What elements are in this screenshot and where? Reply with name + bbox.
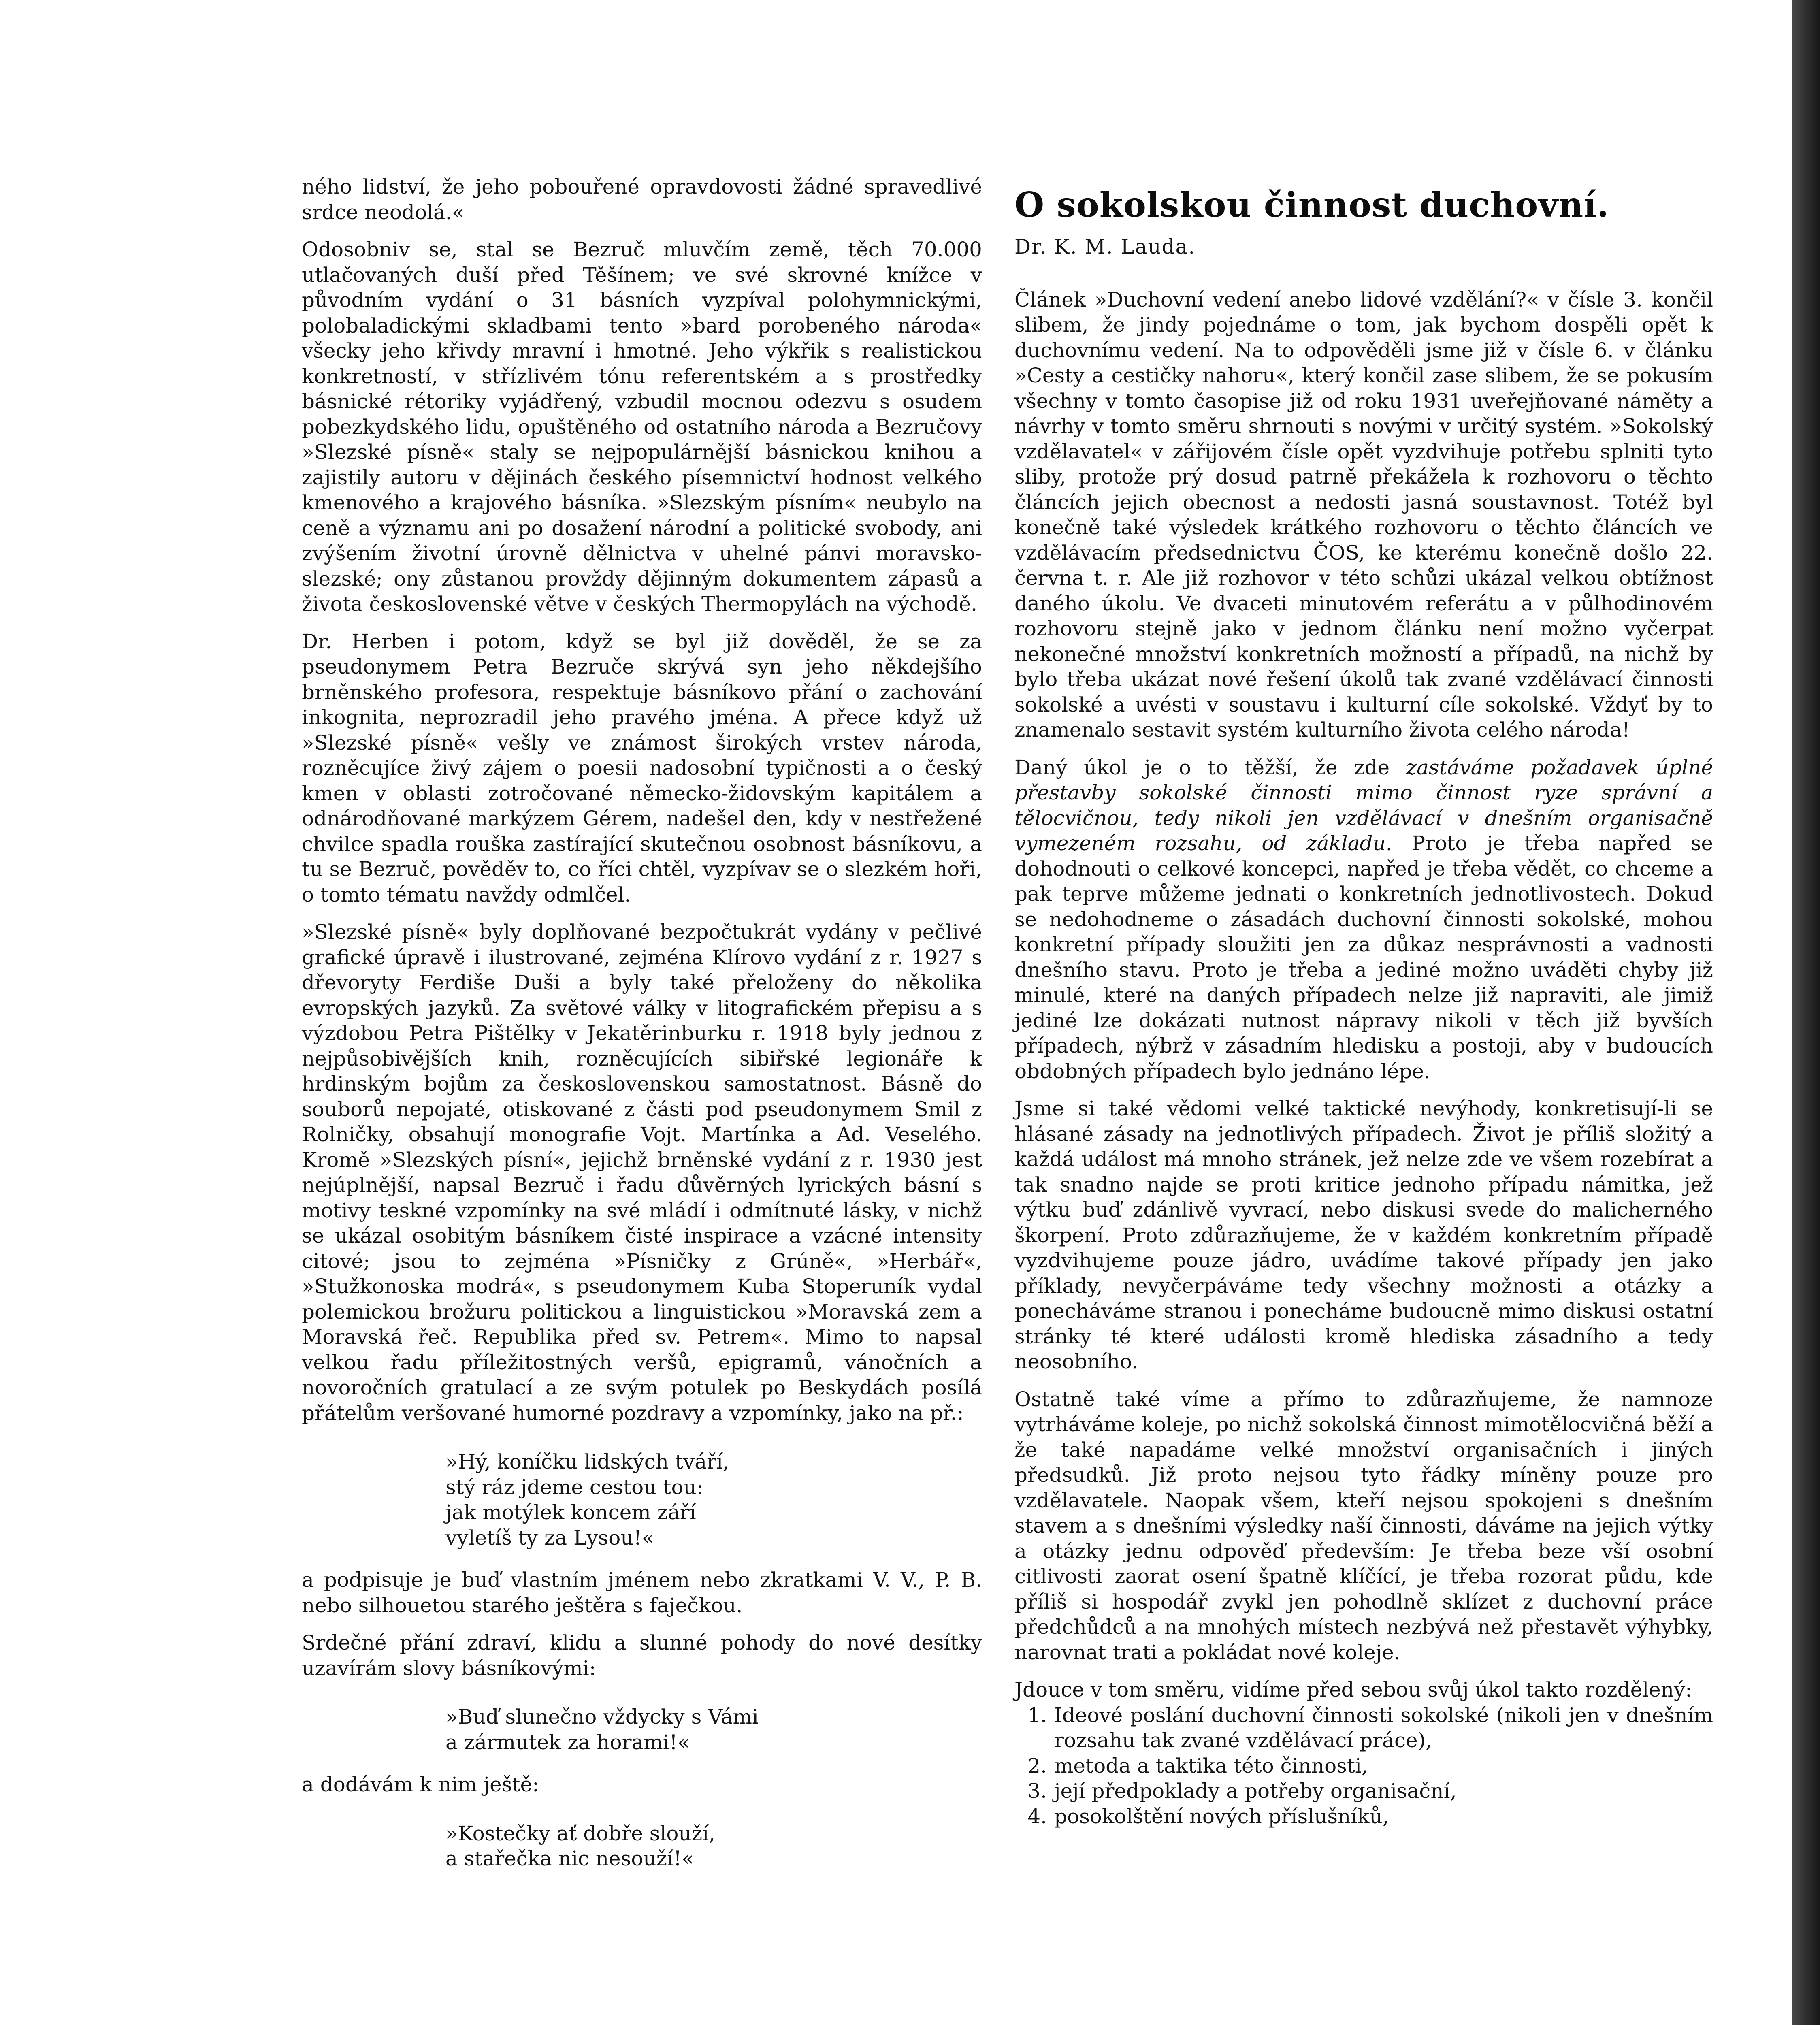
paragraph: Článek »Duchovní vedení anebo lidové vzdělání?« v čísle 3. končil slibem, že jindy pojednáme o tom, jak bychom dospěli opět k duchovnímu vedení. Na to odpověděli jsme již v čísle 6. v článku »Cesty a cestičky nahoru«, který končil zase slibem, že se pokusím všechny v tomto časopise již od roku 1931 uveřejňované náměty a návrhy v tomto směru shrnouti s novými v určitý systém. »Sokolský vzdělavatel« v zářijovém čísle opět vyzdvihuje potřebu splniti tyto sliby, protože prý dosud patrně překážela k rozhovoru o těchto článcích jejich obecnost a nedosti jasná soustavnost. Totéž byl konečně také výsledek krátkého rozhovoru o těchto článcích ve vzdělávacím předsednictvu ČOS, ke kterému konečně došlo 22. června t. r. Ale již rozhovor v této schůzi ukázal velkou obtížnost daného úkolu. Ve dvaceti minutovém referátu a v půlhodinovém rozhovoru stejně jako v jednom článku není možno vyčerpat nekonečné množství konkretních možností a případů, na nichž by bylo třeba ukázat nové řešení úkolů tak zvané vzdělávací činnosti sokolské a uvésti v soustavu i kulturní cíle sokolské. Vždyť by to znamenalo sestavit systém kulturního života celého národa! [1014,288,1713,742]
list-item [1014,1703,1713,1753]
verse-line: »Buď slunečno vždycky s Vámi [445,1705,759,1729]
list-number: 4. [1027,1804,1047,1828]
list-number: 1. [1027,1703,1047,1727]
list-text: posokolštění nových příslušníků, [1054,1804,1389,1828]
verse-line: a stařečka nic nesouží!« [445,1847,694,1870]
list-text: Ideové poslání duchovní činnosti sokolské (nikoli jen v dnešním rozsahu tak zvané vzdělávací práce), [1054,1703,1713,1752]
paragraph: Srdečné přání zdraví, klidu a slunné pohody do nové desítky uzavírám slovy básníkovými: [302,1631,982,1680]
list-text: metoda a taktika této činnosti, [1054,1754,1368,1778]
left-column [302,174,982,1889]
list-text: její předpoklady a potřeby organisační, [1054,1779,1457,1803]
paragraph: a podpisuje je buď vlastním jménem nebo zkratkami V. V., P. B. nebo silhouetou starého ještěra s faječkou. [302,1568,982,1617]
verse-quote [445,1704,982,1755]
paragraph-text: Proto je třeba napřed se dohodnouti o celkové koncepci, napřed je třeba vědět, co chceme a pak teprve můžeme jednati o konkretních jednotlivostech. Dokud se nedohodneme o zásadách duchovní činnosti sokolské, mohou konkretní případy sloužiti jen za důkaz nesprávnosti a vadnosti dnešního stavu. Proto je třeba a jediné možno uváděti chyby již minulé, které na daných případech nelze již napraviti, ale jimiž jediné lze dokázati nutnost nápravy nikoli v těch již byvších případech, nýbrž v zásadním hledisku a postoji, aby v budoucích obdobných případech bylo jednáno lépe. [1014,831,1713,1083]
verse-line: jak motýlek koncem září [445,1501,696,1524]
list-number: 3. [1027,1779,1047,1803]
right-column [1014,175,1713,1829]
emphasis-text: zastáváme požadavek úplné přestavby sokolské činnosti mimo činnost ryze správní a tělocvičnou, tedy nikoli jen vzdělávací v dnešním organisačně vymezeném rozsahu, od základu. [1014,755,1713,855]
verse-line: stý ráz jdeme cestou tou: [445,1475,703,1499]
list-item [1014,1804,1713,1829]
verse-quote [445,1449,982,1550]
list-item [1014,1753,1713,1779]
paragraph-text: Daný úkol je o to těžší, že zde [1014,755,1406,779]
list-number: 2. [1027,1754,1047,1778]
verse-line: a zármutek za horami!« [445,1730,690,1754]
verse-line: »Kostečky ať dobře slouží, [445,1821,715,1845]
author-byline: Dr. K. M. Lauda. [1014,235,1196,258]
scan-edge [1792,0,1820,2025]
paragraph: a dodávám k nim ještě: [302,1773,539,1796]
paragraph [1014,755,1713,1084]
numbered-list [1014,1703,1713,1829]
article-title: O sokolskou činnost duchovní. [1014,185,1609,225]
paragraph: Jsme si také vědomi velké taktické nevýhody, konkretisují-li se hlásané zásady na jednotlivých případech. Život je příliš složitý a každá událost má mnoho stránek, jež nelze zde ve všem rozebírat a tak snadno najde se proti kritice jednoho případu námitka, jež výtku buď zdánlivě vyvrací, nebo diskusi svede do malicherného škorpení. Proto zdůrazňujeme, že v každém konkretním případě vyzdvihujeme pouze jádro, uvádíme takové případy jen jako příklady, nevyčerpáváme tedy všechny možnosti a otázky a ponecháváme stranou i ponecháme budoucně mimo diskusi ostatní stránky té které události kromě hlediska zásadního a tedy neosobního. [1014,1097,1713,1373]
list-item [1014,1778,1713,1804]
paragraph: ného lidství, že jeho pobouřené opravdovosti žádné spravedlivé srdce neodolá.« [302,175,982,224]
paragraph: Odosobniv se, stal se Bezruč mluvčím země, těch 70.000 utlačovaných duší před Těšínem; ve své skrovné knížce v původním vydání o 31 básních vyzpíval polohymnickými, polobaladickými skladbami tento »bard porobeného národa« všecky jeho křivdy mravní i hmotné. Jeho výkřik s realistickou konkretností, v střízlivém tónu referentském a s prostředky básnické rétoriky vyjádřený, vzbudil mocnou odezvu s osudem pobezkydského lidu, opuštěného od ostatního národa a Bezručovy »Slezské písně« staly se nejpopulárnější básnickou knihou a zajistily autoru v dějinách českého písemnictví hodnost velkého kmenového a krajového básníka. »Slezským písním« neubylo na ceně a významu ani po dosažení národní a politické svobody, ani zvýšením životní úrovně dělnictva v uhelné pánvi moravsko-slezské; ony zůstanou provždy dějinným dokumentem zápasů a života československé větve v českých Thermopylách na východě. [302,238,982,616]
paragraph: Ostatně také víme a přímo to zdůrazňujeme, že namnoze vytrháváme koleje, po nichž sokolská činnost mimotělocvičná běží a že také napadáme velké množství organisačních i jiných předsudků. Již proto nejsou tyto řádky míněny pouze pro vzdělavatele. Naopak všem, kteří nejsou spokojeni s dnešním stavem a s dnešními výsledky naší činnosti, dáváme na jejich výtky a otázky jednu odpověď především: Je třeba beze vší osobní citlivosti zaorat osení špatně klíčící, je třeba rozorat půdu, kde příliš si hospodář zvykl jen pohodlně sklízet z duchovní práce předchůdců a na mnohých místech nezbývá než přestavět výhybky, narovnat trati a pokládat nové koleje. [1014,1387,1713,1664]
verse-line: »Hý, koníčku lidských tváří, [445,1450,729,1473]
paragraph: »Slezské písně« byly doplňované bezpočtukrát vydány v pečlivé grafické úpravě i ilustrované, zejména Klírovo vydání z r. 1927 s dřevoryty Ferdiše Duši a byly také přeloženy do několika evropských jazyků. Za světové války v litografickém přepisu a s výzdobou Petra Pištělky v Jekatěrinburku r. 1918 byly jednou z nejpůsobivějších knih, rozněcujících sibiřské legionáře k hrdinským bojům za československou samostatnost. Básně do souborů nepojaté, otiskované z části pod pseudonymem Smil z Rolničky, obsahují monografie Vojt. Martínka a Ad. Veselého. Kromě »Slezských písní«, jejichž brněnské vydání z r. 1930 jest nejúplnější, napsal Bezruč i řadu důvěrných lyrických básní s motivy teskné vzpomínky na své mládí i odmítnuté lásky, v nichž se ukázal osobitým básníkem čisté inspirace a vzácné intensity citové; jsou to zejména »Písničky z Grúně«, »Herbář«, »Stužkonoska modrá«, s pseudonymem Kuba Stoperuník vydal polemickou brožuru politickou a linguistickou »Moravská zem a Moravská řeč. Republika před sv. Petrem«. Mimo to napsal velkou řadu příležitostných veršů, epigramů, vánočních a novoročních gratulací a ze svým potulek po Beskydách posílá přátelům veršované humorné pozdravy a vzpomínky, jako na př.: [302,920,982,1425]
paragraph: Jdouce v tom směru, vidíme před sebou svůj úkol takto rozdělený: [1014,1678,1692,1701]
verse-line: vyletíš ty za Lysou!« [445,1526,654,1550]
paragraph: Dr. Herben i potom, když se byl již dověděl, že se za pseudonymem Petra Bezruče skrývá syn jeho někdejšího brněnského profesora, respektuje básníkovo přání o zachování inkognita, neprozradil jeho pravého jména. A přece když už »Slezské písně« vešly ve známost širokých vrstev národa, rozněcujíce živý zájem o poesii nadosobní typičnosti a o český kmen v oblasti zotročované německo-židovským kapitálem a odnárodňované markýzem Gérem, nadešel den, kdy v nestřežené chvilce spadla rouška zastírající skutečnou osobnost básníkovu, a tu se Bezruč, pověděv to, co říci chtěl, vyzpívav se o slezkém hoři, o tomto tématu navždy odmlčel. [302,629,982,906]
verse-quote [445,1821,982,1872]
